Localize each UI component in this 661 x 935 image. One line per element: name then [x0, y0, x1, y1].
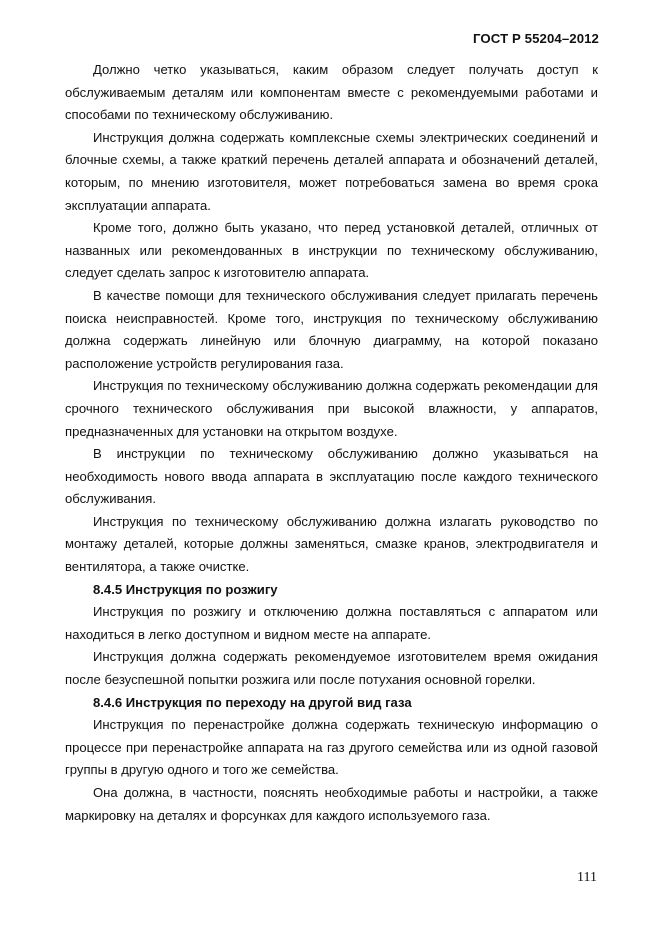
paragraph: Инструкция по перенастройке должна содержать техническую информацию о процессе при перенастройке аппарата на газ другого семейства или из одной газовой группы в другую одного и того же семейства.: [65, 717, 598, 778]
paragraph: Инструкция по техническому обслуживанию должна содержать рекомендации для срочного технического обслуживания при высокой влажности, у аппаратов, предназначенных для установки на открытом воздухе.: [65, 378, 598, 439]
paragraph: Должно четко указываться, каким образом следует получать доступ к обслуживаемым деталям или компонентам вместе с рекомендуемыми работами и способами по техническому обслуживанию.: [65, 62, 598, 123]
section-heading-8-4-5: 8.4.5 Инструкция по розжигу: [93, 581, 278, 597]
paragraph: Кроме того, должно быть указано, что перед установкой деталей, отличных от названных или рекомендованных в инструкции по техническому обслуживанию, следует сделать запрос к изготовителю аппарата.: [65, 220, 598, 281]
paragraph: Она должна, в частности, пояснять необходимые работы и настройки, а также маркировку на деталях и форсунках для каждого используемого газа.: [65, 785, 598, 823]
paragraph: В качестве помощи для технического обслуживания следует прилагать перечень поиска неисправностей. Кроме того, инструкция по техническому обслуживанию должна содержать линейную или блочную диаграмму, на которой показано расположение устройств регулирования газа.: [65, 287, 598, 371]
section-heading-8-4-6: 8.4.6 Инструкция по переходу на другой вид газа: [93, 694, 412, 710]
standard-header: ГОСТ Р 55204–2012: [473, 31, 599, 46]
page-number: 111: [577, 870, 597, 885]
paragraph: В инструкции по техническому обслуживанию должно указываться на необходимость нового ввода аппарата в эксплуатацию после каждого технического обслуживания.: [65, 446, 598, 507]
paragraph: Инструкция должна содержать рекомендуемое изготовителем время ожидания после безуспешной попытки розжига или после потухания основной горелки.: [65, 649, 598, 688]
paragraph: Инструкция должна содержать комплексные схемы электрических соединений и блочные схемы, а также краткий перечень деталей аппарата и обозначений деталей, которым, по мнению изготовителя, может потребоваться замена во время срока эксплуатации аппарата.: [65, 129, 598, 213]
paragraph: Инструкция по розжигу и отключению должна поставляться с аппаратом или находиться в легко доступном и видном месте на аппарате.: [65, 604, 598, 642]
body-text: [65, 59, 598, 827]
paragraph: Инструкция по техническому обслуживанию должна излагать руководство по монтажу деталей, которые должны заменяться, смазке кранов, электродвигателя и вентилятора, а также очистке.: [65, 513, 598, 575]
